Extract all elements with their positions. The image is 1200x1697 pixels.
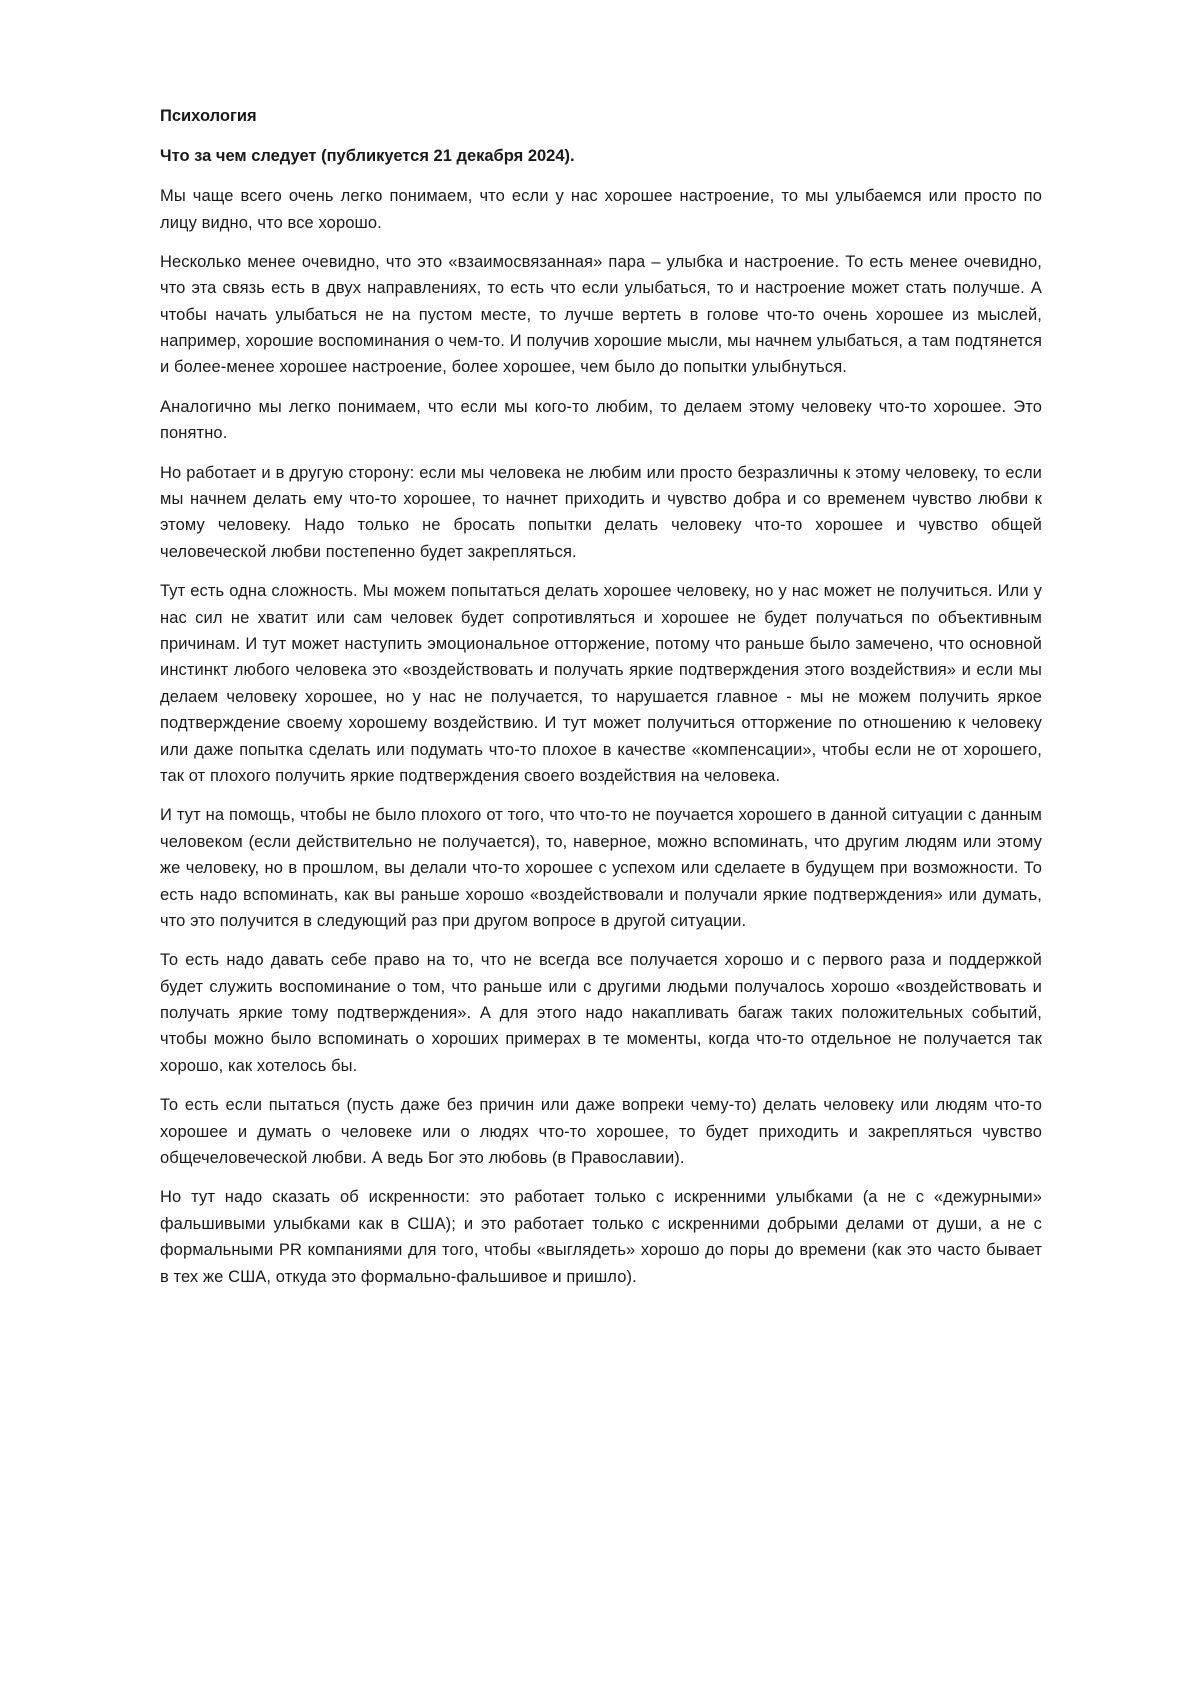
category-heading: Психология: [160, 107, 257, 125]
paragraph: Аналогично мы легко понимаем, что если мы кого-то любим, то делаем этому человеку что-то хорошее. Это понятно.: [160, 397, 1042, 443]
paragraph: Но тут надо сказать об искренности: это работает только с искренними улыбками (а не с «дежурными» фальшивыми улыбками как в США); и это работает только с искренними добрыми делами от души, а не с формальными PR компаниями для того, чтобы «выглядеть» хорошо до поры до времени (как это часто бывает в тех же США, откуда это формально-фальшивое и пришло).: [160, 1188, 1042, 1286]
paragraph: То есть надо давать себе право на то, что не всегда все получается хорошо и с первого раза и поддержкой будет служить воспоминание о том, что раньше или с другими людьми получалось хорошо «воздействовать и получать яркие тому подтверждения». А для этого надо накапливать багаж таких положительных событий, чтобы можно было вспоминать о хороших примерах в те моменты, когда что-то отдельное не получается так хорошо, как хотелось бы.: [160, 951, 1042, 1075]
paragraph: То есть если пытаться (пусть даже без причин или даже вопреки чему-то) делать человеку или людям что-то хорошее и думать о человеке или о людях что-то хорошее, то будет приходить и закрепляться чувство общечеловеческой любви. А ведь Бог это любовь (в Православии).: [160, 1096, 1042, 1168]
paragraph: Несколько менее очевидно, что это «взаимосвязанная» пара – улыбка и настроение. То есть менее очевидно, что эта связь есть в двух направлениях, то есть что если улыбаться, то и настроение может стать получше. А чтобы начать улыбаться не на пустом месте, то лучше вертеть в голове что-то очень хорошее из мыслей, например, хорошие воспоминания о чем-то. И получив хорошие мысли, мы начнем улыбаться, а там подтянется и более-менее хорошее настроение, более хорошее, чем было до попытки улыбнуться.: [160, 252, 1042, 377]
document-title: Что за чем следует (публикуется 21 декабря 2024).: [160, 146, 575, 165]
paragraph: Но работает и в другую сторону: если мы человека не любим или просто безразличны к этому человеку, то если мы начнем делать ему что-то хорошее, то начнет приходить и чувство добра и со временем чувство любви к этому человеку. Надо только не бросать попытки делать человеку что-то хорошее и чувство общей человеческой любви постепенно будет закрепляться.: [160, 463, 1042, 561]
paragraph: И тут на помощь, чтобы не было плохого от того, что что-то не поучается хорошего в данной ситуации с данным человеком (если действительно не получается), то, наверное, можно вспоминать, что другим людям или этому же человеку, но в прошлом, вы делали что-то хорошее с успехом или сделаете в будущем при возможности. То есть надо вспоминать, как вы раньше хорошо «воздействовали и получали яркие подтверждения» или думать, что это получится в следующий раз при другом вопросе в другой ситуации.: [160, 806, 1042, 930]
paragraph: Тут есть одна сложность. Мы можем попытаться делать хорошее человеку, но у нас может не получиться. Или у нас сил не хватит или сам человек будет сопротивляться и хорошее не будет получаться по объективным причинам. И тут может наступить эмоциональное отторжение, потому что раньше было замечено, что основной инстинкт любого человека это «воздействовать и получать яркие подтверждения этого воздействия» и если мы делаем человеку хорошее, но у нас не получается, то нарушается главное - мы не можем получить яркое подтверждение своему хорошему воздействию. И тут может получиться отторжение по отношению к человеку или даже попытка сделать или подумать что-то плохое в качестве «компенсации», чтобы если не от хорошего, так от плохого получить яркие подтверждения своего воздействия на человека.: [160, 582, 1042, 785]
paragraph: Мы чаще всего очень легко понимаем, что если у нас хорошее настроение, то мы улыбаемся или просто по лицу видно, что все хорошо.: [160, 187, 1042, 232]
